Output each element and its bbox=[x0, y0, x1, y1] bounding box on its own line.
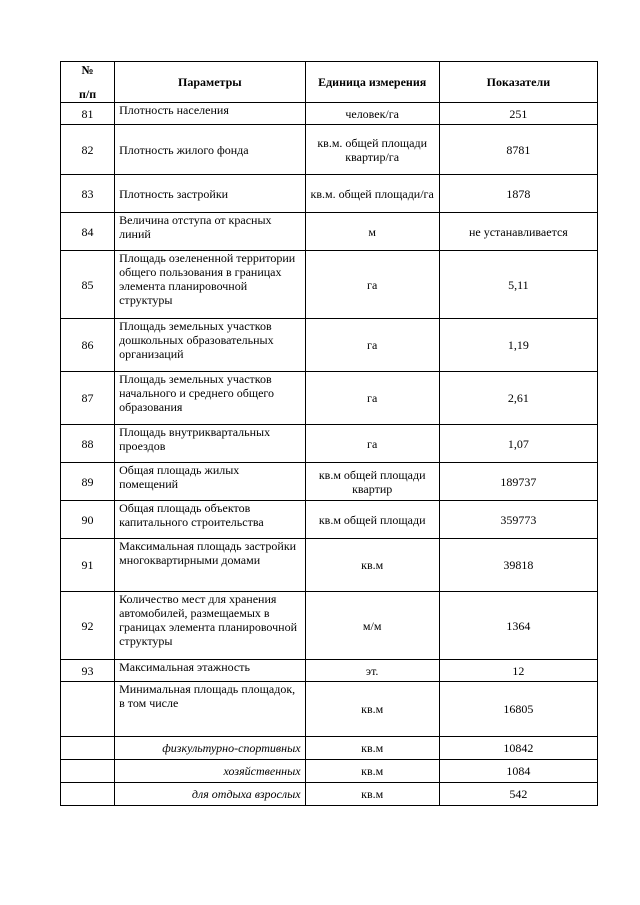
table-row bbox=[61, 125, 598, 175]
table-body bbox=[61, 103, 598, 806]
row-unit: кв.м bbox=[305, 539, 439, 592]
row-unit: га bbox=[305, 425, 439, 463]
row-unit: кв.м bbox=[305, 682, 439, 737]
subrow-value: 542 bbox=[439, 783, 597, 806]
table-row bbox=[61, 103, 598, 125]
row-number: 92 bbox=[61, 592, 115, 660]
subrow-label: для отдыха взрослых bbox=[115, 783, 305, 806]
row-unit: кв.м общей площади bbox=[305, 501, 439, 539]
row-value: 1,07 bbox=[439, 425, 597, 463]
table-row bbox=[61, 425, 598, 463]
row-unit: га bbox=[305, 319, 439, 372]
row-parameter: Максимальная этажность bbox=[115, 660, 305, 682]
subrow-unit: кв.м bbox=[305, 760, 439, 783]
row-number: 90 bbox=[61, 501, 115, 539]
row-parameter: Величина отступа от красных линий bbox=[115, 213, 305, 251]
table-row bbox=[61, 539, 598, 592]
row-number-empty bbox=[61, 760, 115, 783]
row-unit: эт. bbox=[305, 660, 439, 682]
row-value: не устанавливается bbox=[439, 213, 597, 251]
header-row bbox=[61, 62, 598, 103]
row-parameter-playground bbox=[115, 682, 305, 737]
row-number: 84 bbox=[61, 213, 115, 251]
subrow-value: 10842 bbox=[439, 737, 597, 760]
header-parameter: Параметры bbox=[115, 62, 305, 103]
row-number: 91 bbox=[61, 539, 115, 592]
row-parameter: Общая площадь жилых помещений bbox=[115, 463, 305, 501]
table-subrow bbox=[61, 783, 598, 806]
row-number-empty bbox=[61, 682, 115, 737]
subrow-label: хозяйственных bbox=[115, 760, 305, 783]
row-value: 2,61 bbox=[439, 372, 597, 425]
row-parameter: Плотность населения bbox=[115, 103, 305, 125]
row-value: 1,19 bbox=[439, 319, 597, 372]
row-unit: га bbox=[305, 372, 439, 425]
table-subrow bbox=[61, 737, 598, 760]
subrow-unit: кв.м bbox=[305, 737, 439, 760]
playground-title-line1: Минимальная площадь площадок, bbox=[119, 682, 296, 696]
table-row bbox=[61, 251, 598, 319]
row-unit: кв.м. общей площади/га bbox=[305, 175, 439, 213]
row-parameter: Площадь земельных участков дошкольных образовательных организаций bbox=[115, 319, 305, 372]
row-number: 87 bbox=[61, 372, 115, 425]
table-row bbox=[61, 660, 598, 682]
row-number: 81 bbox=[61, 103, 115, 125]
row-value: 5,11 bbox=[439, 251, 597, 319]
header-number-sign: № bbox=[81, 63, 94, 77]
row-number: 86 bbox=[61, 319, 115, 372]
row-value: 189737 bbox=[439, 463, 597, 501]
subrow-unit: кв.м bbox=[305, 783, 439, 806]
row-number-empty bbox=[61, 737, 115, 760]
row-unit: кв.м. общей площади квартир/га bbox=[305, 125, 439, 175]
row-parameter: Площадь внутриквартальных проездов bbox=[115, 425, 305, 463]
playground-title-line2: в том числе bbox=[119, 696, 179, 710]
row-value: 1364 bbox=[439, 592, 597, 660]
row-parameter: Общая площадь объектов капитального строительства bbox=[115, 501, 305, 539]
row-value: 251 bbox=[439, 103, 597, 125]
row-parameter: Количество мест для хранения автомобилей, размещаемых в границах элемента планировочной структуры bbox=[115, 592, 305, 660]
row-parameter: Плотность жилого фонда bbox=[115, 125, 305, 175]
row-number: 93 bbox=[61, 660, 115, 682]
subrow-value: 1084 bbox=[439, 760, 597, 783]
header-number-abbrev: п/п bbox=[78, 87, 97, 101]
table-row bbox=[61, 175, 598, 213]
table-row bbox=[61, 592, 598, 660]
row-value: 1878 bbox=[439, 175, 597, 213]
row-number: 88 bbox=[61, 425, 115, 463]
table-row bbox=[61, 213, 598, 251]
header-number bbox=[61, 62, 115, 103]
parameters-table bbox=[60, 61, 598, 806]
header-value: Показатели bbox=[439, 62, 597, 103]
row-unit: человек/га bbox=[305, 103, 439, 125]
row-value: 12 bbox=[439, 660, 597, 682]
row-parameter: Площадь земельных участков начального и среднего общего образования bbox=[115, 372, 305, 425]
subrow-label: физкультурно-спортивных bbox=[115, 737, 305, 760]
header-unit: Единица измерения bbox=[305, 62, 439, 103]
row-number: 83 bbox=[61, 175, 115, 213]
row-parameter: Максимальная площадь застройки многоквартирными домами bbox=[115, 539, 305, 592]
row-parameter: Плотность застройки bbox=[115, 175, 305, 213]
row-value: 359773 bbox=[439, 501, 597, 539]
table-row bbox=[61, 501, 598, 539]
row-number: 82 bbox=[61, 125, 115, 175]
row-unit: м bbox=[305, 213, 439, 251]
row-value: 39818 bbox=[439, 539, 597, 592]
row-number: 85 bbox=[61, 251, 115, 319]
table-row bbox=[61, 463, 598, 501]
row-number: 89 bbox=[61, 463, 115, 501]
row-value: 16805 bbox=[439, 682, 597, 737]
table-row bbox=[61, 372, 598, 425]
row-unit: га bbox=[305, 251, 439, 319]
row-parameter: Площадь озелененной территории общего пользования в границах элемента планировочной структуры bbox=[115, 251, 305, 319]
row-unit: кв.м общей площади квартир bbox=[305, 463, 439, 501]
table-row bbox=[61, 319, 598, 372]
row-number-empty bbox=[61, 783, 115, 806]
table-row-playground bbox=[61, 682, 598, 737]
table-subrow bbox=[61, 760, 598, 783]
row-value: 8781 bbox=[439, 125, 597, 175]
row-unit: м/м bbox=[305, 592, 439, 660]
